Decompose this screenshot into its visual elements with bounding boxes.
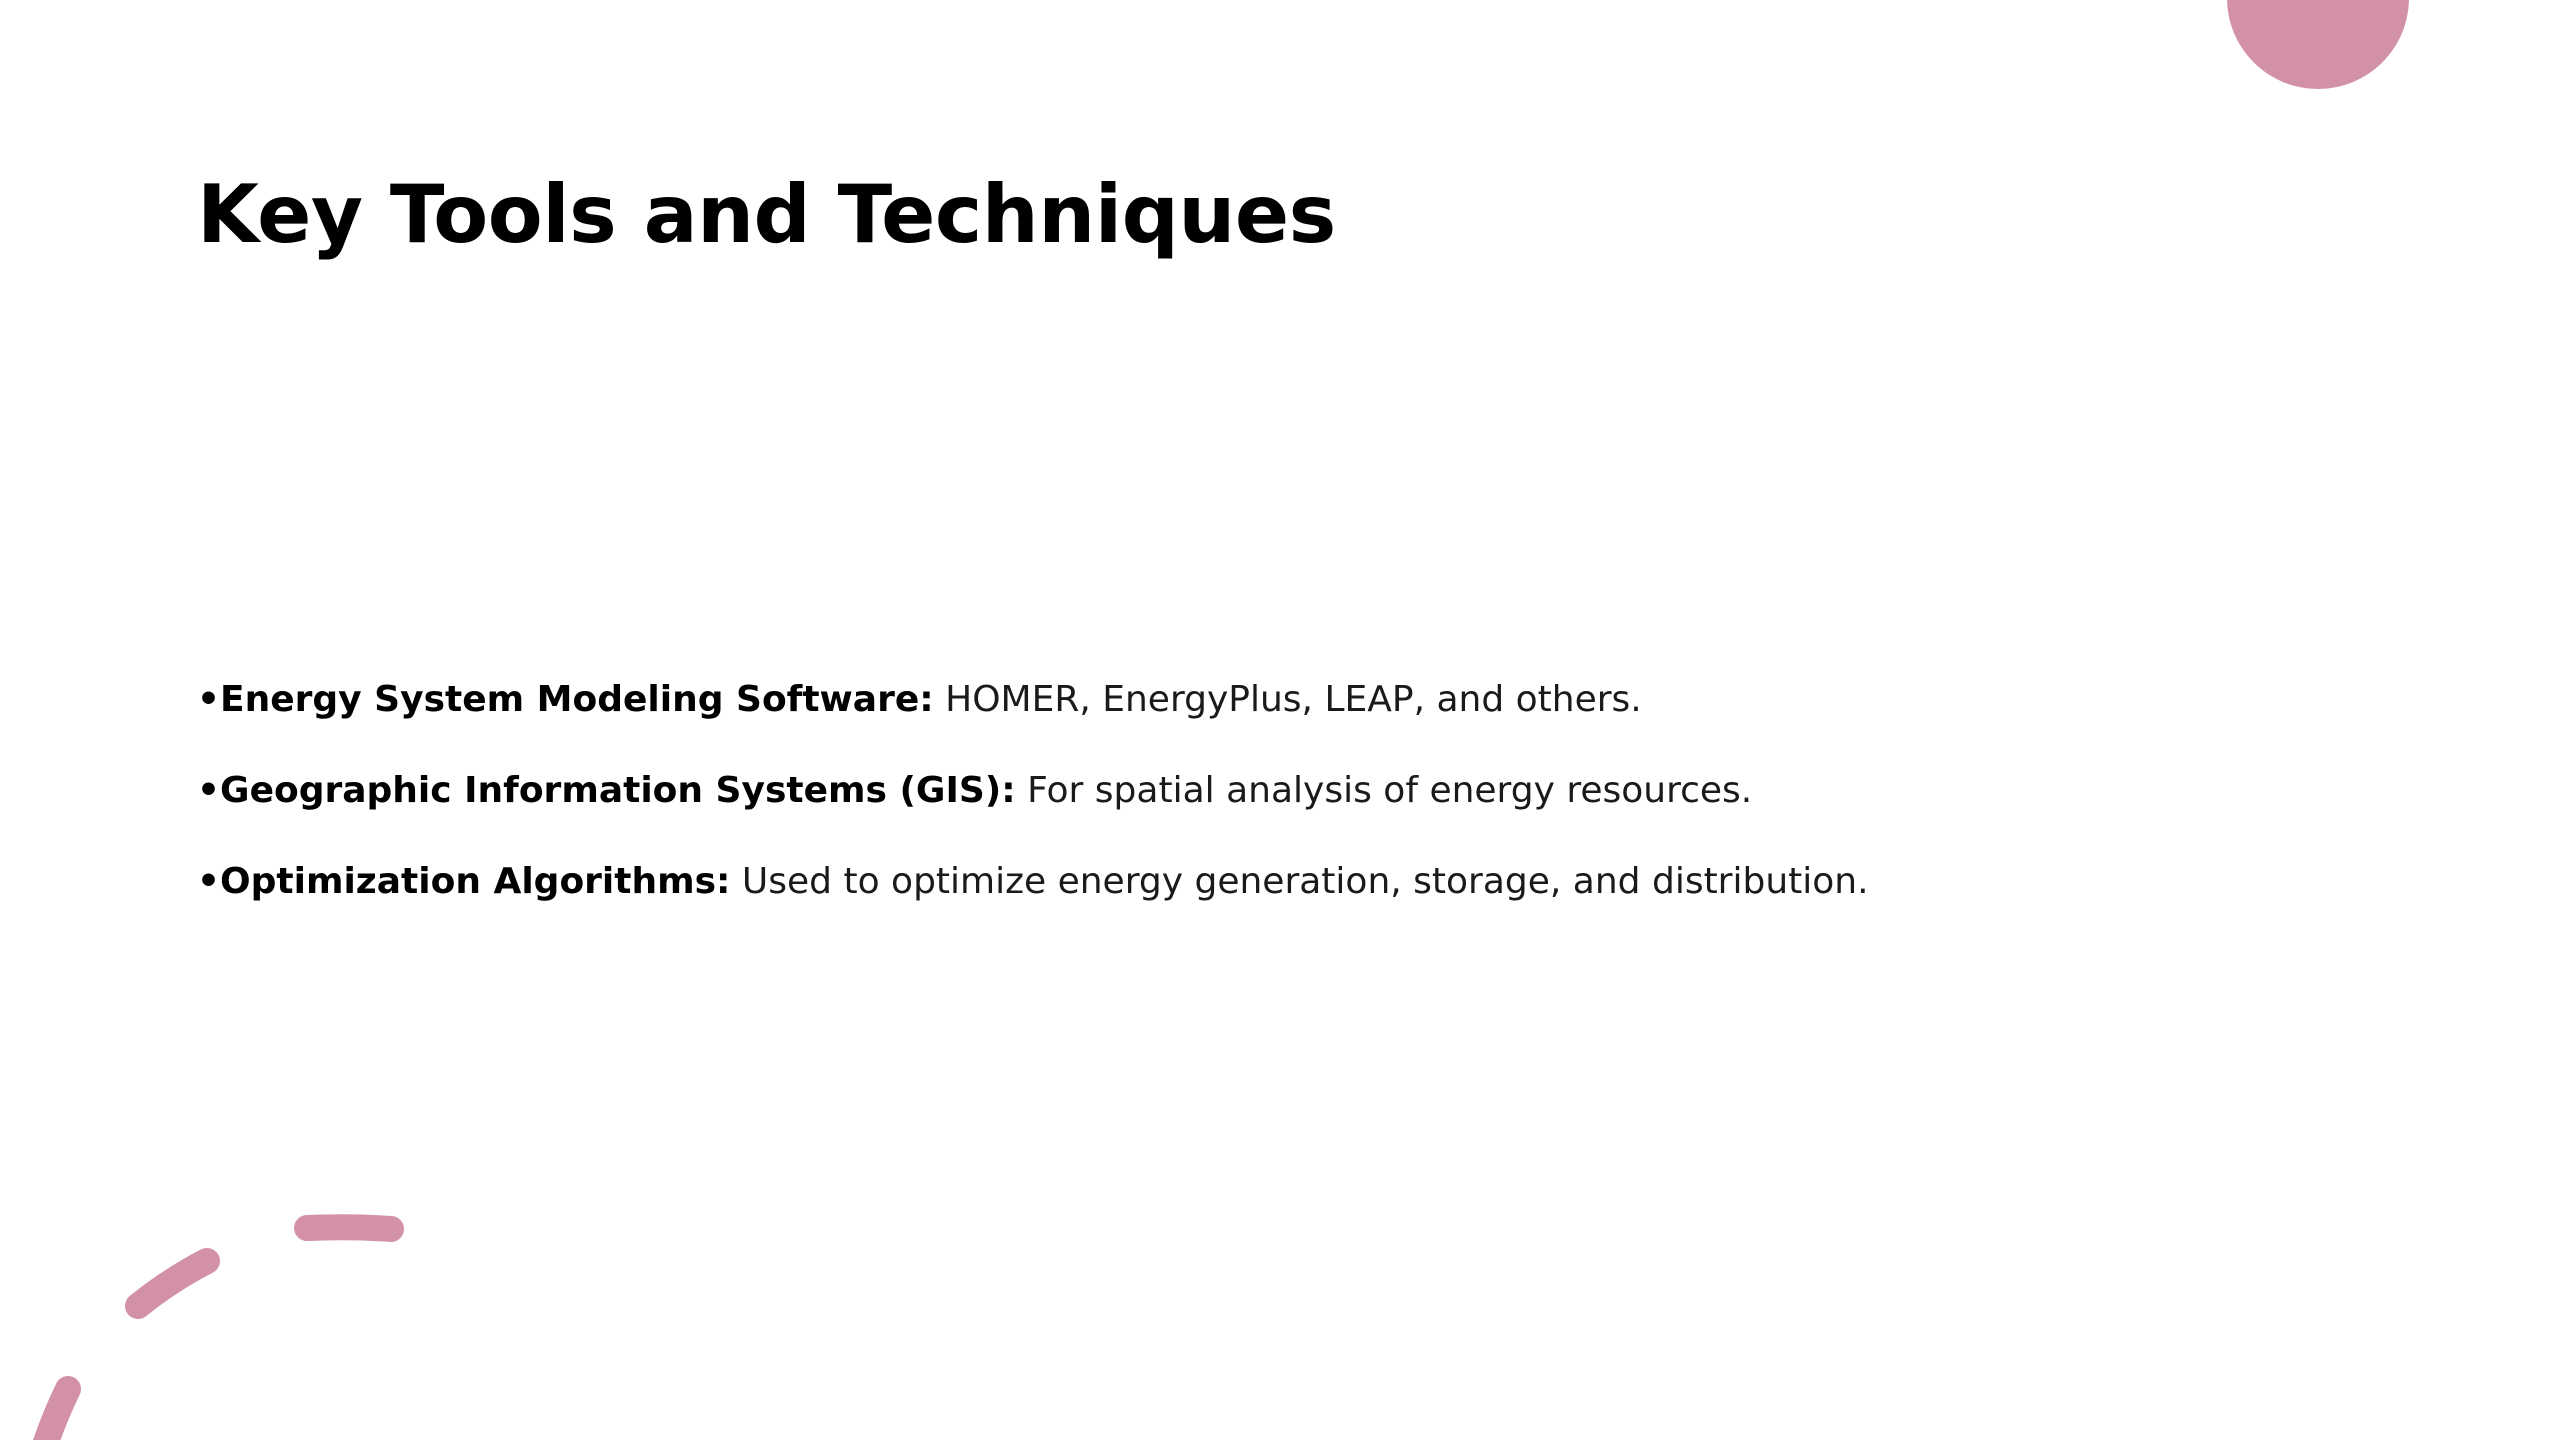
bullet-marker: • <box>197 770 221 811</box>
bullet-text: Used to optimize energy generation, storage, and distribution. <box>741 861 1869 902</box>
arc-dash-3 <box>44 1389 68 1440</box>
arc-dash-1 <box>307 1227 391 1229</box>
bullet-term: Energy System Modeling Software: <box>220 679 934 720</box>
bullet-marker: • <box>197 861 221 902</box>
bullet-list <box>197 672 1869 945</box>
bullet-text: For spatial analysis of energy resources. <box>1027 770 1753 811</box>
bullet-marker: • <box>197 679 221 720</box>
bullet-item <box>197 854 1869 910</box>
bullet-text: HOMER, EnergyPlus, LEAP, and others. <box>945 679 1642 720</box>
arc-dash-2 <box>138 1261 207 1306</box>
bullet-term: Optimization Algorithms: <box>220 861 731 902</box>
accent-circle <box>2227 0 2409 89</box>
bullet-term: Geographic Information Systems (GIS): <box>220 770 1016 811</box>
dashed-arc <box>44 1227 391 1440</box>
slide-title: Key Tools and Techniques <box>197 168 1336 261</box>
bullet-item <box>197 672 1869 728</box>
bullet-item <box>197 763 1869 819</box>
